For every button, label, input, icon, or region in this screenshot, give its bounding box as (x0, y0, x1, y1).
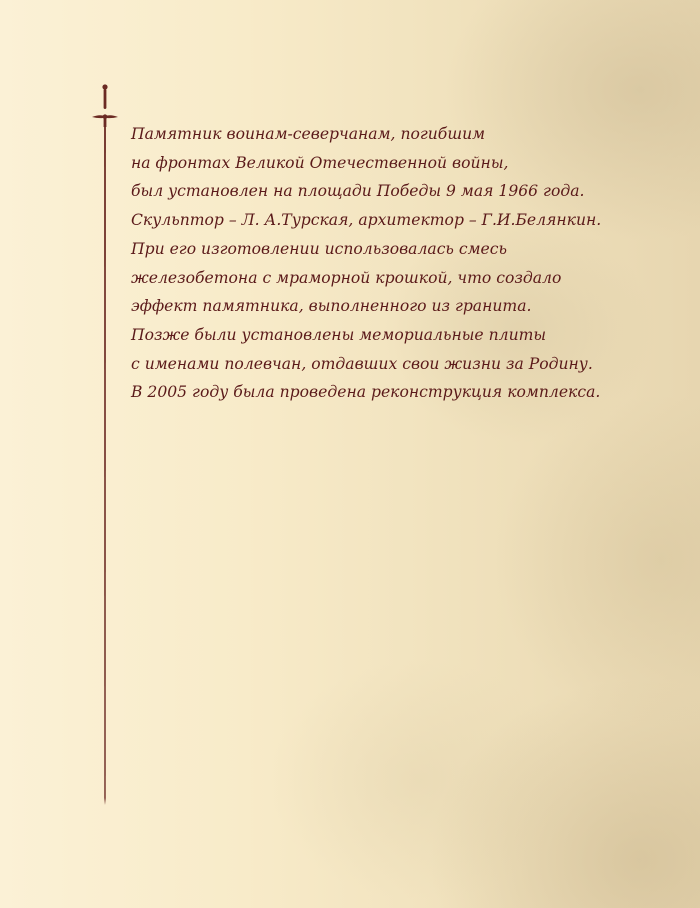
memorial-description (131, 120, 686, 407)
text-line-2: на фронтах Великой Отечественной войны, (131, 153, 509, 172)
text-line-7: эффект памятника, выполненного из гранита. (131, 297, 532, 316)
sword-icon (90, 84, 120, 806)
text-line-8: Позже были установлены мемориальные плиты (131, 325, 547, 344)
text-line-5: При его изготовлении использовалась смесь (131, 239, 507, 258)
text-line-3: был установлен на площади Победы 9 мая 1966 года. (131, 182, 585, 201)
text-line-10: В 2005 году была проведена реконструкция комплекса. (131, 383, 601, 402)
text-line-9: с именами полевчан, отдавших свои жизни за Родину. (131, 354, 593, 373)
text-line-6: железобетона с мраморной крошкой, что создало (131, 268, 562, 287)
text-line-1: Памятник воинам-северчанам, погибшим (131, 125, 486, 143)
text-line-4: Скульптор – Л. А.Турская, архитектор – Г.И.Белянкин. (131, 211, 602, 230)
